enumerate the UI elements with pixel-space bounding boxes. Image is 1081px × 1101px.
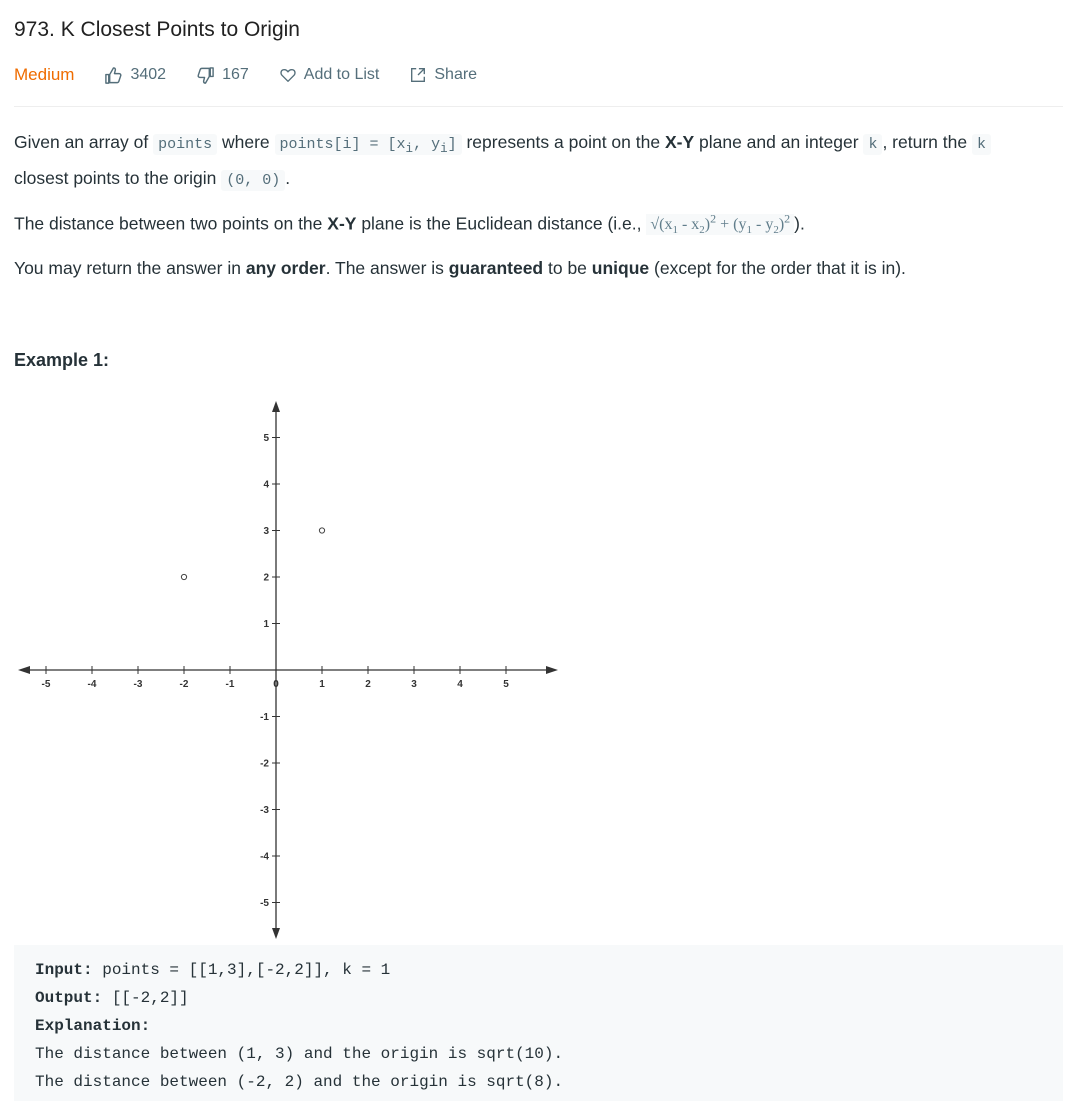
example-input-line: Input: points = [[1,3],[-2,2]], k = 1 xyxy=(35,961,391,979)
y-tick-label: 4 xyxy=(263,479,269,491)
y-tick-label: 5 xyxy=(263,433,269,444)
y-tick-label: 2 xyxy=(263,572,269,584)
y-tick-label: -5 xyxy=(260,898,269,909)
share-label: Share xyxy=(434,66,478,83)
y-tick-label: -2 xyxy=(260,758,269,770)
dislike-button[interactable] xyxy=(196,66,249,85)
x-tick-label: -5 xyxy=(41,679,51,690)
data-point xyxy=(319,528,324,533)
code-k: k xyxy=(972,134,991,155)
x-tick-label: 4 xyxy=(457,679,463,690)
code-origin: (0, 0) xyxy=(221,170,285,191)
example-explanation-line: The distance between (-2, 2) and the origin is sqrt(8). xyxy=(35,1073,564,1091)
x-tick-label: 2 xyxy=(365,679,371,690)
x-tick-label: 0 xyxy=(273,679,279,690)
y-axis-arrow-down xyxy=(272,928,280,939)
x-tick-label: -3 xyxy=(133,679,143,690)
dislikes-count: 167 xyxy=(222,66,249,83)
problem-title: 973. K Closest Points to Origin xyxy=(14,18,300,41)
thumbs-down-icon xyxy=(196,66,215,85)
thumbs-up-icon xyxy=(104,66,123,85)
example-explanation-label: Explanation: xyxy=(35,1017,151,1035)
example-heading: Example 1: xyxy=(14,350,110,370)
x-tick-label: -4 xyxy=(87,679,97,690)
x-tick-label: 3 xyxy=(411,679,417,690)
problem-meta-bar xyxy=(14,62,507,88)
y-tick-label: -3 xyxy=(260,805,269,816)
y-tick-label: 1 xyxy=(263,619,269,630)
difficulty-badge: Medium xyxy=(14,65,75,84)
example-code-block xyxy=(14,945,1063,1101)
add-to-list-label: Add to List xyxy=(303,66,380,83)
description-paragraph-2: The distance between two points on the X-Y plane is the Euclidean distance (i.e., $√(x_1 - x_2)^2 + (y_1 - y_2)^2$ ). xyxy=(14,212,805,237)
code-points: points xyxy=(153,134,217,155)
coordinate-plot xyxy=(14,395,574,945)
x-axis-arrow-left xyxy=(18,666,30,674)
x-axis-arrow-right xyxy=(546,666,558,674)
x-tick-label: -2 xyxy=(179,679,189,690)
example-explanation-line: The distance between (1, 3) and the origin is sqrt(10). xyxy=(35,1045,564,1063)
code-points-i: points[i] = [$x_i$, $y_i$] xyxy=(275,134,462,155)
example-output-line: Output: [[-2,2]] xyxy=(35,989,189,1007)
x-tick-label: -1 xyxy=(225,679,235,690)
like-button[interactable] xyxy=(104,66,166,85)
y-tick-label: -4 xyxy=(260,851,269,863)
data-point xyxy=(181,574,186,579)
likes-count: 3402 xyxy=(130,66,167,83)
share-icon xyxy=(409,66,427,84)
share-button[interactable] xyxy=(409,66,477,84)
description-paragraph-1: Given an array of points where points[i] = [$x_i$, $y_i$] represents a point on the X-Y plane and an integer k , return the k closest points to the origin (0, 0) . xyxy=(14,128,1069,195)
header-divider xyxy=(14,106,1063,107)
y-tick-label: -1 xyxy=(260,712,269,723)
y-axis-arrow-up xyxy=(272,401,280,412)
x-tick-label: 5 xyxy=(503,679,509,690)
add-to-list-button[interactable] xyxy=(279,66,380,84)
distance-formula: $√(x_1 - x_2)^2 + (y_1 - y_2)^2$ xyxy=(646,214,794,235)
x-tick-label: 1 xyxy=(319,679,325,690)
heart-icon xyxy=(279,66,297,84)
code-k: k xyxy=(863,134,882,155)
y-tick-label: 3 xyxy=(263,526,269,537)
description-paragraph-3: You may return the answer in any order. The answer is guaranteed to be unique (except for the order that it is in). xyxy=(14,258,906,278)
